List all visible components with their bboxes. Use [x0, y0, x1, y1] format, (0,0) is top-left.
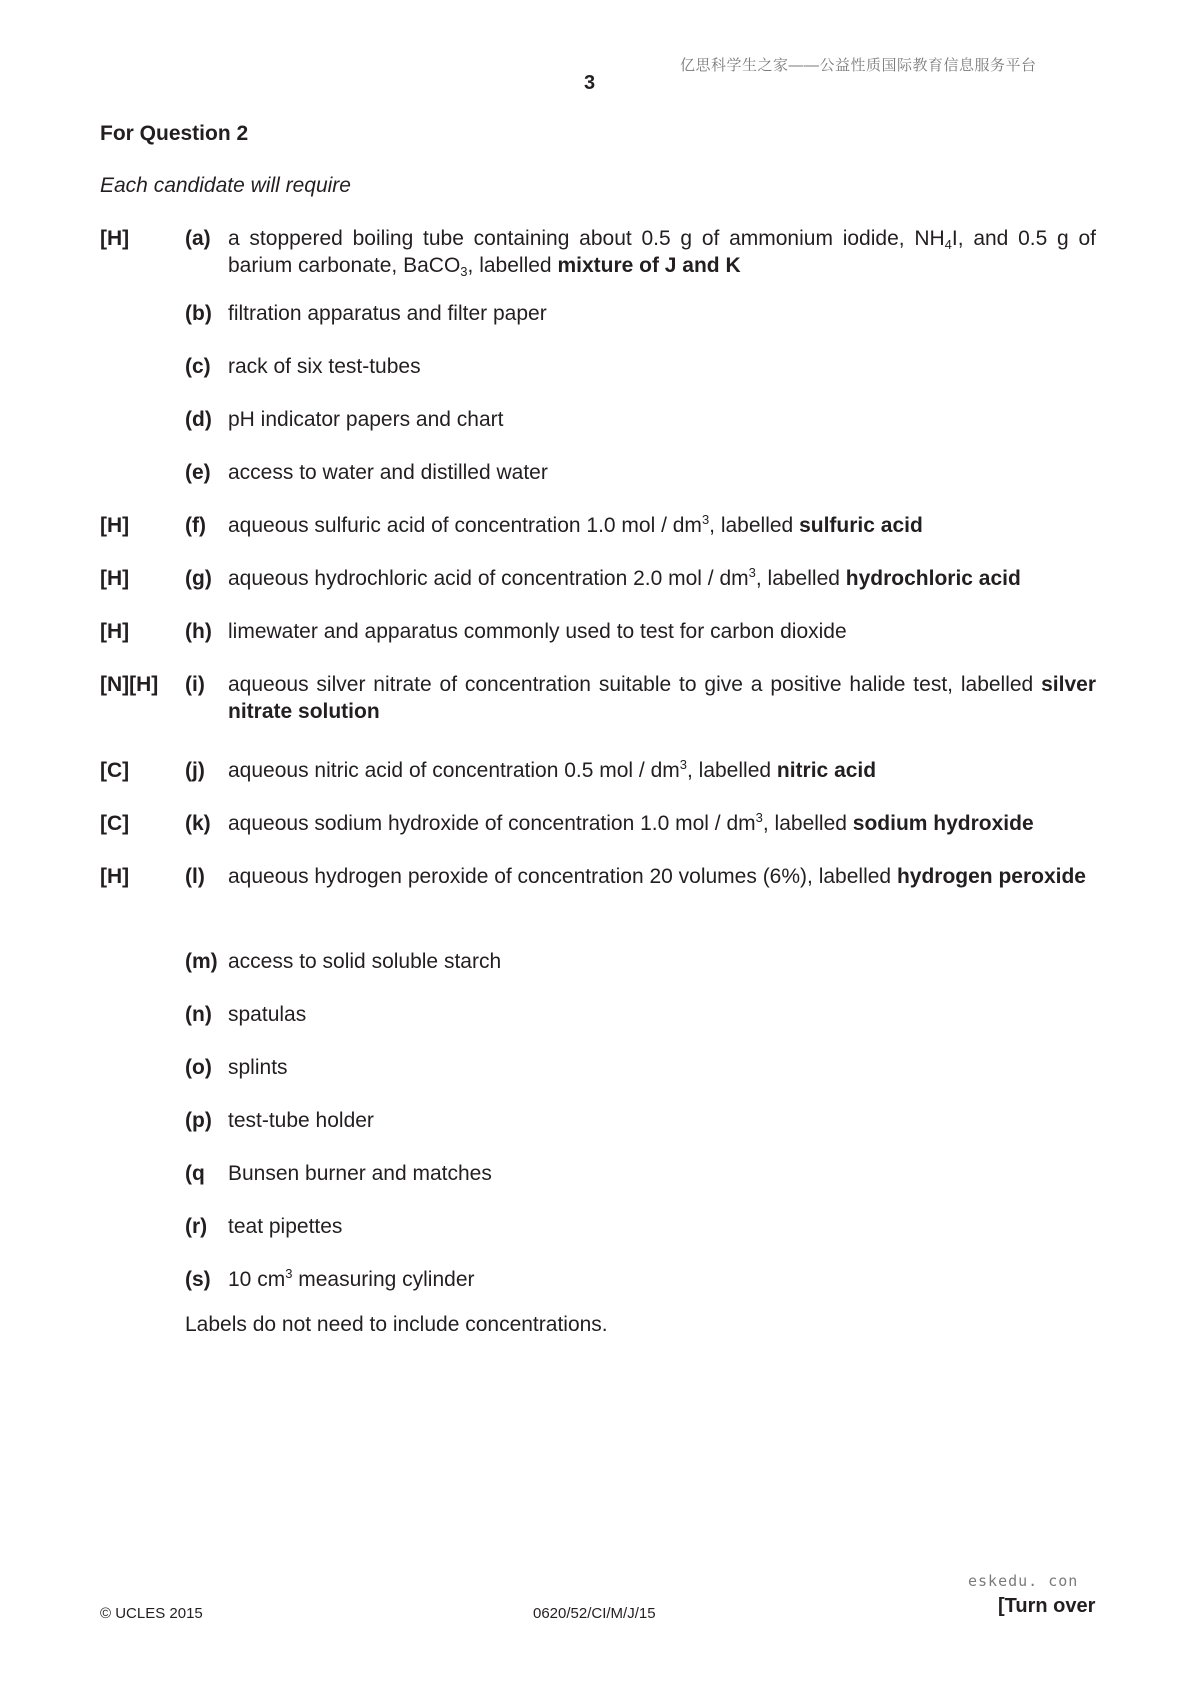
intro-text: Each candidate will require	[100, 174, 351, 197]
item-label: (j)	[185, 759, 205, 782]
item-text: rack of six test-tubes	[228, 355, 421, 378]
item-text: spatulas	[228, 1003, 307, 1026]
item-label: (q	[185, 1162, 205, 1185]
item-text: teat pipettes	[228, 1215, 343, 1238]
item-label: (n)	[185, 1003, 212, 1026]
item-tag: [H]	[100, 865, 130, 888]
item-label: (p)	[185, 1109, 212, 1132]
item-text: a stoppered boiling tube containing about 0.5 g of ammonium iodide, $NH_4I$, and 0.5 g of barium carbonate, BaCO$_3$, labelled mixture of J and K	[228, 227, 1096, 279]
item-text: aqueous hydrogen peroxide of concentration 20 volumes (6%), labelled hydrogen peroxide	[228, 865, 1086, 888]
item-label: (g)	[185, 567, 212, 590]
item-text: pH indicator papers and chart	[228, 408, 504, 431]
item-text: Bunsen burner and matches	[228, 1162, 492, 1185]
item-tag: [N][H]	[100, 673, 159, 696]
item-text: limewater and apparatus commonly used to test for carbon dioxide	[228, 620, 847, 643]
page-number: 3	[584, 72, 596, 94]
item-label: (f)	[185, 514, 206, 537]
copyright: © UCLES 2015	[100, 1605, 203, 1622]
item-label: (b)	[185, 302, 212, 325]
item-label: (r)	[185, 1215, 208, 1238]
item-label: (e)	[185, 461, 211, 484]
item-text: aqueous silver nitrate of concentration suitable to give a positive halide test, labelled silver nitrate solution	[228, 673, 1096, 723]
item-label: (d)	[185, 408, 212, 431]
item-label: (i)	[185, 673, 205, 696]
item-text: filtration apparatus and filter paper	[228, 302, 547, 325]
item-text: test-tube holder	[228, 1109, 374, 1132]
item-label: (l)	[185, 865, 205, 888]
concentration-note: Labels do not need to include concentrations.	[185, 1313, 608, 1336]
item-text: aqueous sodium hydroxide of concentration 1.0 mol / $dm^3$, labelled sodium hydroxide	[228, 810, 1034, 835]
item-tag: [C]	[100, 812, 130, 835]
item-text: aqueous sulfuric acid of concentration 1.0 mol / $dm^3$, labelled sulfuric acid	[228, 512, 923, 537]
turn-over: [Turn over	[998, 1595, 1096, 1617]
item-text: access to water and distilled water	[228, 461, 548, 484]
item-tag: [H]	[100, 227, 130, 250]
item-tag: [H]	[100, 514, 130, 537]
item-text: 10 $cm^3$ measuring cylinder	[228, 1266, 475, 1291]
item-label: (o)	[185, 1056, 212, 1079]
site-watermark: eskedu. con	[968, 1572, 1079, 1590]
item-tag: [H]	[100, 567, 130, 590]
item-label: (a)	[185, 227, 211, 250]
item-tag: [C]	[100, 759, 130, 782]
item-label: (k)	[185, 812, 211, 835]
paper-code: 0620/52/CI/M/J/15	[533, 1605, 656, 1622]
item-text: access to solid soluble starch	[228, 950, 502, 973]
item-tag: [H]	[100, 620, 130, 643]
item-label: (s)	[185, 1268, 211, 1291]
watermark: 亿思科学生之家——公益性质国际教育信息服务平台	[680, 57, 1037, 74]
item-text: splints	[228, 1056, 288, 1079]
section-heading: For Question 2	[100, 122, 249, 145]
item-text: aqueous nitric acid of concentration 0.5 mol / $dm^3$, labelled nitric acid	[228, 757, 877, 782]
item-label: (h)	[185, 620, 212, 643]
item-label: (c)	[185, 355, 211, 378]
item-text: aqueous hydrochloric acid of concentration 2.0 mol / $dm^3$, labelled hydrochloric acid	[228, 565, 1021, 590]
item-label: (m)	[185, 950, 218, 973]
